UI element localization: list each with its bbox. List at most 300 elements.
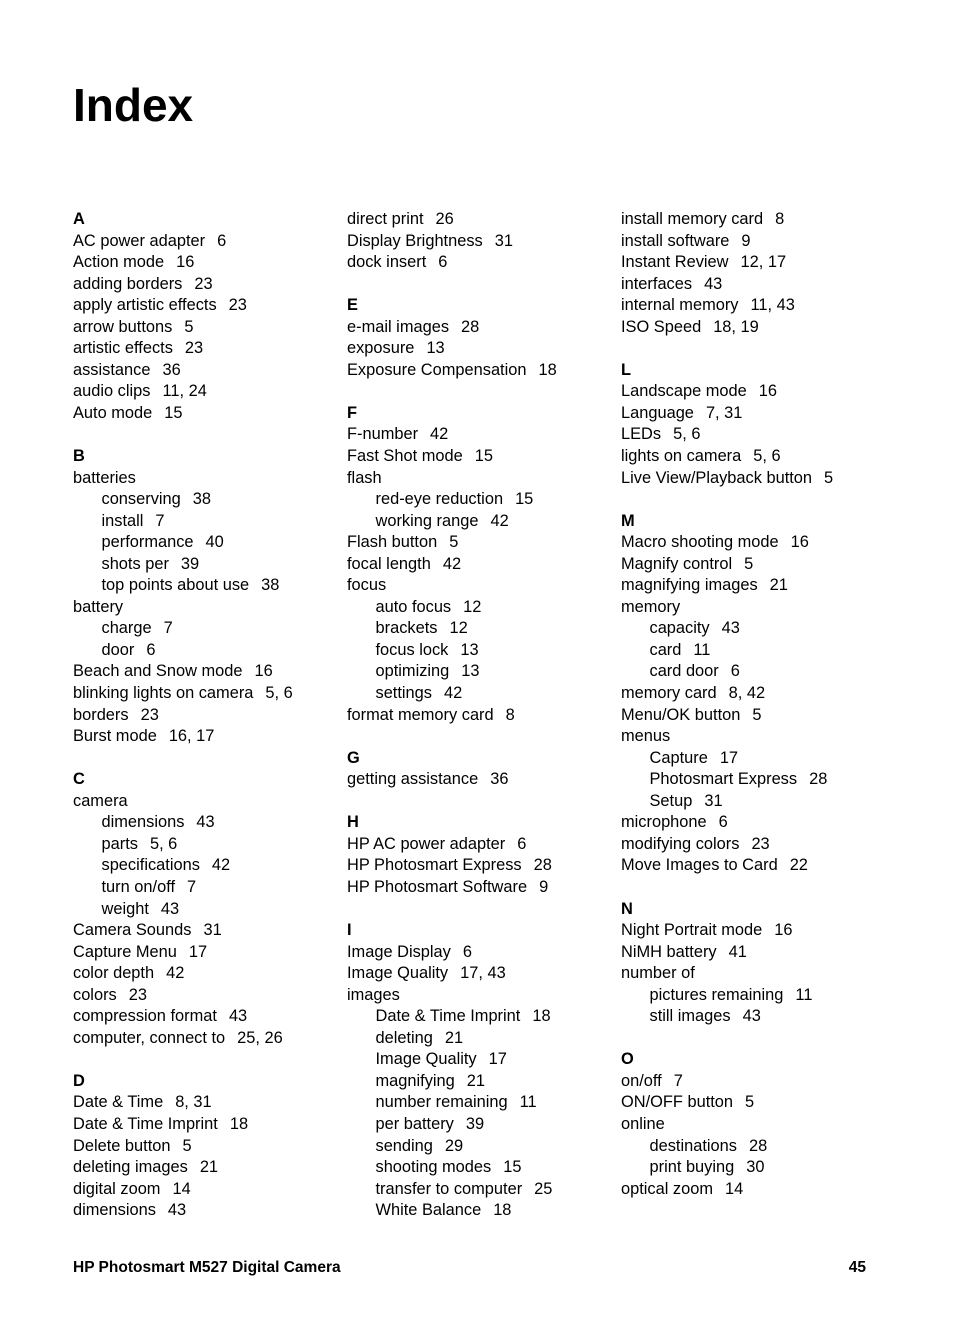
index-subentry (73, 855, 293, 877)
index-term: number of (621, 964, 695, 983)
page-reference: 26 (435, 210, 454, 228)
index-term: direct print (347, 210, 424, 228)
index-term: deleting images (73, 1158, 188, 1177)
index-subentry (347, 683, 557, 705)
index-term: internal memory (621, 296, 739, 315)
index-entry (347, 468, 557, 490)
index-term: HP Photosmart Software (347, 877, 528, 896)
index-subentry (347, 597, 557, 619)
index-entry (347, 231, 557, 253)
section-gap (347, 274, 557, 296)
index-entry (73, 295, 293, 317)
index-entry (347, 532, 557, 554)
index-entry (347, 360, 557, 382)
index-subentry (73, 489, 293, 511)
index-term: Image Display (347, 942, 451, 961)
page-reference: 6 (730, 662, 740, 681)
index-subentry (347, 1049, 557, 1071)
section-letter: H (347, 813, 359, 832)
index-entry (621, 403, 833, 425)
footer-product-name: HP Photosmart M527 Digital Camera (73, 1259, 341, 1276)
index-entry (621, 942, 833, 964)
index-subentry (73, 554, 293, 576)
index-subentry (347, 1179, 557, 1201)
section-letter: G (347, 748, 360, 767)
page-reference: 11, 43 (750, 296, 795, 315)
page-reference: 42 (211, 856, 231, 875)
index-term: card (649, 640, 682, 659)
index-subentry (621, 618, 833, 640)
index-subentry (621, 1136, 833, 1158)
index-entry (621, 446, 833, 468)
index-term: door (101, 640, 135, 659)
section-letter: D (73, 1071, 85, 1090)
page-reference: 18 (532, 1007, 551, 1026)
index-term: apply artistic effects (73, 296, 217, 315)
index-term: Fast Shot mode (347, 447, 463, 466)
index-term: Image Quality (375, 1050, 477, 1069)
page-reference: 39 (180, 554, 200, 573)
page-reference: 43 (160, 899, 180, 918)
index-entry (73, 705, 293, 727)
index-term: Macro shooting mode (621, 533, 779, 552)
index-entry (347, 942, 557, 964)
index-term: settings (375, 684, 432, 703)
index-subentry (621, 985, 833, 1007)
index-term: computer, connect to (73, 1028, 226, 1047)
section-gap (621, 338, 833, 360)
page-reference: 16 (254, 662, 273, 681)
index-entry (621, 532, 833, 554)
index-term: charge (101, 619, 152, 638)
index-term: Menu/OK button (621, 705, 741, 724)
index-term: NiMH battery (621, 942, 717, 961)
index-subentry (347, 618, 557, 640)
page-reference: 21 (466, 1071, 485, 1090)
page-reference: 5, 6 (265, 684, 293, 703)
index-entry (621, 597, 833, 619)
index-entry (621, 468, 833, 490)
index-term: format memory card (347, 705, 494, 724)
page-reference: 43 (704, 274, 723, 293)
section-gap (73, 1049, 293, 1071)
index-subentry (347, 661, 557, 683)
page-title: Index (73, 79, 194, 131)
index-column-3 (621, 209, 833, 1200)
index-term: adding borders (73, 274, 183, 293)
index-term: Capture Menu (73, 942, 177, 961)
page-reference: 21 (769, 576, 788, 595)
section-gap (73, 748, 293, 770)
index-entry (347, 855, 557, 877)
index-term: menus (621, 727, 671, 746)
page-reference: 8 (505, 705, 515, 724)
index-subentry (73, 640, 293, 662)
index-term: Move Images to Card (621, 856, 778, 875)
index-entry (73, 231, 293, 253)
index-term: red-eye reduction (375, 490, 504, 509)
index-term: ON/OFF button (621, 1093, 734, 1112)
index-term: Delete button (73, 1136, 171, 1155)
index-subentry (621, 640, 833, 662)
page-reference: 15 (515, 490, 534, 509)
page-reference: 5 (745, 1093, 755, 1112)
index-subentry (347, 1136, 557, 1158)
index-term: optimizing (375, 662, 450, 681)
index-entry (347, 985, 557, 1007)
index-term: Landscape mode (621, 382, 747, 401)
index-term: Capture (649, 748, 708, 767)
page-reference: 23 (751, 834, 770, 853)
index-entry (621, 231, 833, 253)
index-term: batteries (73, 468, 136, 487)
page-reference: 18 (538, 360, 557, 379)
index-term: magnifying (375, 1071, 455, 1090)
page-reference: 5, 6 (673, 425, 701, 444)
page-reference: 23 (194, 274, 213, 293)
index-entry (73, 661, 293, 683)
index-term: exposure (347, 339, 415, 358)
index-term: print buying (649, 1158, 735, 1177)
index-term: install (101, 511, 144, 530)
index-term: turn on/off (101, 877, 176, 896)
index-subentry (621, 791, 833, 813)
index-column-1 (73, 209, 293, 1222)
index-subentry (73, 532, 293, 554)
index-entry (621, 920, 833, 942)
page-reference: 36 (162, 360, 181, 379)
index-subentry (347, 1006, 557, 1028)
section-gap (621, 489, 833, 511)
page-reference: 5 (184, 317, 194, 336)
page-reference: 15 (474, 447, 493, 466)
index-term: artistic effects (73, 339, 173, 358)
section-gap (347, 726, 557, 748)
page-reference: 18 (493, 1201, 512, 1220)
index-term: Camera Sounds (73, 921, 192, 940)
page-reference: 11, 24 (162, 382, 207, 401)
page-reference: 5, 6 (753, 447, 781, 466)
page-reference: 11 (519, 1093, 537, 1112)
page-reference: 42 (430, 425, 449, 444)
page-reference: 7 (673, 1071, 683, 1090)
page-reference: 43 (167, 1201, 187, 1220)
page-reference: 16, 17 (168, 727, 215, 746)
index-entry (621, 1092, 833, 1114)
index-term: on/off (621, 1071, 662, 1090)
index-entry (73, 252, 293, 274)
index-entry (73, 403, 293, 425)
index-term: Beach and Snow mode (73, 662, 243, 681)
index-term: Date & Time Imprint (73, 1114, 218, 1133)
index-entry (73, 381, 293, 403)
index-entry (73, 791, 293, 813)
page-reference: 13 (461, 662, 480, 681)
page-reference: 31 (203, 921, 222, 940)
index-subentry (347, 1071, 557, 1093)
index-term: Magnify control (621, 554, 733, 573)
page-reference: 5 (449, 533, 459, 552)
page-reference: 11 (795, 985, 813, 1004)
index-term: Instant Review (621, 253, 729, 272)
index-term: memory (621, 597, 681, 616)
page-reference: 23 (140, 705, 159, 724)
index-term: color depth (73, 964, 155, 983)
page-reference: 5 (824, 468, 834, 487)
index-entry (621, 855, 833, 877)
index-entry (621, 424, 833, 446)
index-entry (73, 1200, 293, 1222)
page-reference: 42 (490, 511, 509, 530)
index-entry (621, 834, 833, 856)
page-reference: 7 (163, 619, 173, 638)
index-subentry (621, 769, 833, 791)
index-term: flash (347, 468, 382, 487)
index-term: Action mode (73, 253, 165, 272)
page-reference: 17 (188, 942, 208, 961)
index-entry (621, 575, 833, 597)
page-reference: 8, 42 (728, 684, 766, 703)
index-entry (621, 812, 833, 834)
page-reference: 9 (539, 877, 549, 896)
page-reference: 42 (444, 684, 463, 703)
index-term: modifying colors (621, 834, 740, 853)
page-reference: 42 (442, 554, 462, 573)
index-entry (73, 317, 293, 339)
page-reference: 6 (438, 253, 448, 272)
page-reference: 5, 6 (149, 834, 178, 853)
index-term: magnifying images (621, 576, 758, 595)
index-entry (73, 1114, 293, 1136)
index-term: Burst mode (73, 727, 157, 746)
index-subentry (621, 661, 833, 683)
page-reference: 21 (444, 1028, 464, 1047)
index-subentry (73, 618, 293, 640)
index-entry (73, 726, 293, 748)
index-term: Setup (649, 791, 693, 810)
page-reference: 6 (217, 231, 227, 250)
index-term: colors (73, 985, 117, 1004)
page-reference: 13 (426, 339, 445, 358)
index-term: optical zoom (621, 1179, 714, 1198)
index-entry (621, 1179, 833, 1201)
index-entry (621, 726, 833, 748)
section-letter: B (73, 447, 85, 466)
index-subentry (73, 877, 293, 899)
index-entry (347, 554, 557, 576)
page-reference: 22 (789, 856, 808, 875)
section-gap (73, 424, 293, 446)
index-term: transfer to computer (375, 1179, 523, 1198)
index-subentry (347, 1092, 557, 1114)
index-term: Display Brightness (347, 231, 483, 250)
index-term: weight (101, 899, 149, 918)
page-reference: 14 (172, 1179, 191, 1198)
index-term: assistance (73, 360, 151, 379)
index-term: F-number (347, 425, 419, 444)
page-reference: 12 (449, 619, 468, 638)
page-reference: 28 (533, 856, 552, 875)
index-subentry (73, 575, 293, 597)
index-entry (73, 1136, 293, 1158)
page-reference: 7, 31 (705, 403, 743, 422)
section-letter: O (621, 1050, 634, 1069)
index-entry (347, 252, 557, 274)
index-term: sending (375, 1136, 433, 1155)
page-reference: 25, 26 (237, 1028, 283, 1047)
index-subentry (73, 899, 293, 921)
index-entry (347, 705, 557, 727)
index-entry (621, 295, 833, 317)
index-entry (347, 424, 557, 446)
index-subentry (621, 1006, 833, 1028)
section-gap (347, 899, 557, 921)
page-reference: 9 (741, 231, 751, 250)
index-subentry (347, 1114, 557, 1136)
index-entry (73, 597, 293, 619)
index-term: auto focus (375, 597, 452, 616)
index-entry (621, 1071, 833, 1093)
section-letter: C (73, 770, 85, 789)
index-entry (73, 1028, 293, 1050)
index-term: interfaces (621, 274, 693, 293)
index-term: camera (73, 791, 128, 810)
index-term: online (621, 1114, 665, 1133)
index-term: capacity (649, 619, 710, 638)
page-reference: 6 (462, 942, 472, 961)
section-letter: L (621, 360, 632, 379)
page-reference: 6 (718, 813, 728, 832)
index-term: Date & Time Imprint (375, 1007, 521, 1026)
page-reference: 13 (460, 640, 479, 659)
section-letter: N (621, 899, 633, 918)
page-reference: 40 (205, 533, 224, 552)
index-term: focus (347, 576, 387, 595)
index-entry (73, 920, 293, 942)
page-reference: 12 (463, 597, 482, 616)
index-subentry (347, 1157, 557, 1179)
page-reference: 21 (199, 1158, 219, 1177)
index-term: borders (73, 705, 129, 724)
page-reference: 16 (774, 921, 793, 940)
index-term: images (347, 985, 400, 1004)
index-term: Live View/Playback button (621, 468, 813, 487)
index-entry (73, 963, 293, 985)
section-gap (621, 877, 833, 899)
index-entry (621, 209, 833, 231)
index-entry (621, 1114, 833, 1136)
index-entry (73, 274, 293, 296)
index-entry (347, 963, 557, 985)
page-reference: 17 (719, 748, 739, 767)
index-entry (73, 942, 293, 964)
section-gap (621, 1028, 833, 1050)
index-term: lights on camera (621, 447, 742, 466)
page-reference: 6 (146, 640, 156, 659)
index-subentry (73, 511, 293, 533)
index-term: Language (621, 403, 694, 422)
index-entry (621, 252, 833, 274)
section-letter: F (347, 403, 358, 422)
index-term: HP AC power adapter (347, 834, 506, 853)
index-term: specifications (101, 856, 200, 875)
index-term: top points about use (101, 576, 250, 595)
page-reference: 43 (742, 1007, 761, 1026)
page-reference: 23 (228, 296, 247, 315)
page-reference: 6 (517, 834, 527, 853)
index-entry (73, 360, 293, 382)
page-reference: 11 (693, 640, 711, 659)
index-entry (347, 834, 557, 856)
index-term: AC power adapter (73, 231, 206, 250)
page-reference: 42 (166, 964, 185, 983)
page-reference: 7 (155, 511, 165, 530)
index-term: destinations (649, 1136, 737, 1155)
index-term: Flash button (347, 533, 438, 552)
page-reference: 30 (746, 1158, 765, 1177)
index-term: install software (621, 231, 730, 250)
page-reference: 28 (748, 1136, 768, 1155)
index-term: Image Quality (347, 964, 449, 983)
index-term: dimensions (73, 1201, 156, 1220)
section-letter: M (621, 511, 635, 530)
index-entry (347, 769, 557, 791)
page-reference: 16 (176, 253, 195, 272)
page-reference: 7 (187, 877, 197, 896)
page-reference: 38 (261, 576, 280, 595)
index-entry (73, 1006, 293, 1028)
index-term: memory card (621, 684, 717, 703)
page-reference: 38 (192, 490, 211, 509)
section-letter: I (347, 921, 352, 940)
index-term: LEDs (621, 425, 662, 444)
index-entry (73, 338, 293, 360)
index-entry (621, 554, 833, 576)
index-entry (621, 317, 833, 339)
section-gap (347, 381, 557, 403)
index-term: blinking lights on camera (73, 684, 254, 703)
index-term: card door (649, 662, 719, 681)
index-entry (73, 683, 293, 705)
section-gap (347, 791, 557, 813)
index-entry (73, 1179, 293, 1201)
index-entry (347, 209, 557, 231)
page-reference: 18, 19 (713, 317, 759, 336)
page-reference: 28 (461, 317, 480, 336)
page-reference: 43 (196, 813, 215, 832)
page-reference: 25 (534, 1179, 553, 1198)
index-entry (73, 468, 293, 490)
page-reference: 28 (809, 770, 828, 789)
index-term: HP Photosmart Express (347, 856, 522, 875)
index-term: per battery (375, 1114, 454, 1133)
index-entry (347, 446, 557, 468)
index-term: focus lock (375, 640, 449, 659)
page-reference: 29 (444, 1136, 464, 1155)
index-term: getting assistance (347, 770, 479, 789)
index-term: parts (101, 834, 138, 853)
page-reference: 36 (490, 770, 509, 789)
page-reference: 39 (465, 1114, 485, 1133)
page-reference: 23 (128, 985, 147, 1004)
index-term: shots per (101, 554, 169, 573)
index-subentry (347, 1200, 557, 1222)
index-term: White Balance (375, 1201, 482, 1220)
page-reference: 15 (164, 403, 183, 422)
index-term: arrow buttons (73, 317, 173, 336)
index-subentry (347, 640, 557, 662)
index-term: performance (101, 533, 194, 552)
